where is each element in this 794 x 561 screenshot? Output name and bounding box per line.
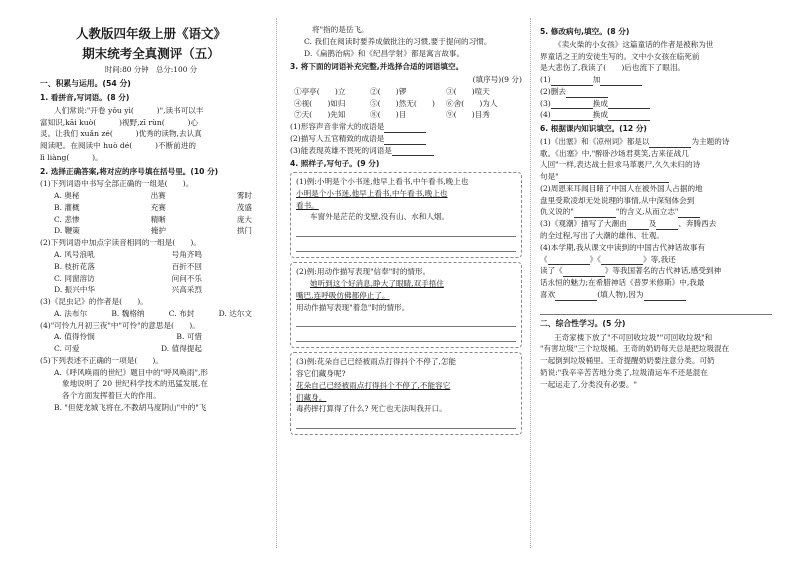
answer-blank[interactable] <box>644 292 686 301</box>
option-text: 充赛 <box>150 202 166 212</box>
q6-text: 喜欢 <box>540 289 556 299</box>
option-text: B. 魏格纳 <box>111 308 145 318</box>
column-right <box>540 0 772 561</box>
option-text: D. 达尔文 <box>218 308 252 318</box>
q1-line: 富知识,kāi kuò( )视野,zī rùn( )心 <box>40 117 199 127</box>
q6-text: 》等我国著名的古代神话,感受到神 <box>604 266 722 276</box>
q5-fix-line <box>540 86 772 98</box>
answer-blank[interactable] <box>384 124 426 133</box>
column-divider-2 <box>530 18 531 548</box>
q6-text: 为主题的诗 <box>691 136 730 146</box>
q5-paragraph: 是大悲伤了,我读了( )后也流下了眼泪。 <box>540 63 686 73</box>
option-text: 雾时 <box>236 191 252 201</box>
answer-line[interactable] <box>540 302 772 315</box>
option-text: 茂盛 <box>236 202 252 212</box>
option-text: 出赛 <box>150 191 166 201</box>
answer-blank[interactable] <box>563 268 605 277</box>
q3-word: ⑤( )然无( ) <box>370 98 436 108</box>
q5-action: 加 <box>592 75 601 85</box>
column-divider-1 <box>276 18 277 548</box>
answer-blank[interactable] <box>649 139 691 148</box>
q6-text: (填人物),因为 <box>597 289 644 299</box>
q2-2-option-row <box>40 284 262 296</box>
q6-1-line <box>540 136 772 148</box>
q2-5-option-a: A.《呼风唤雨的世纪》题目中的"呼风唤雨",形 <box>54 367 208 377</box>
q3-note: (填序号)(9 分) <box>472 75 522 85</box>
q4-2-example: (2)例:用动作描写表现"信奉"时的情形。 <box>296 267 431 277</box>
q2-1-option-row <box>40 190 262 202</box>
q6-3-line <box>540 218 772 230</box>
q4-1-box <box>290 172 522 258</box>
question-1-title: 1. 看拼音,写词语。(8 分) <box>40 93 130 103</box>
q2-2-option-row <box>40 249 262 261</box>
option-text: A. 值得怜悯 <box>54 332 95 342</box>
answer-blank[interactable] <box>600 77 642 86</box>
section-2-paragraph: 一起运走了,分类没有必要。" <box>540 379 638 389</box>
q3-fill-text: (2)描写人五官精致的成语是 <box>290 133 385 143</box>
option-text: A. 奥秘 <box>54 191 80 201</box>
q5-num: (4) <box>540 110 551 120</box>
q2-4-option-row <box>40 343 262 355</box>
q4-1-example: 小明是个小书迷,他早上看书,中午看书,晚上也 <box>296 188 448 198</box>
option-text: B. 枝折花落 <box>54 261 95 271</box>
q5-num: (1) <box>540 75 551 85</box>
answer-blank[interactable] <box>656 221 678 230</box>
answer-blank[interactable] <box>601 256 643 265</box>
q6-2-line <box>540 206 772 218</box>
q6-text: 》《 <box>589 254 601 264</box>
option-text: A. 法布尔 <box>54 308 88 318</box>
q6-text: (3)《观潮》描写了大潮由 <box>540 219 627 229</box>
q3-word: ⑧( )目 <box>370 110 407 120</box>
q2-5-option-a: 象地说明了 20 世纪科学技术的迅猛发展,在 <box>62 379 208 389</box>
answer-blank[interactable] <box>392 147 434 156</box>
q2-4-option-row <box>40 331 262 343</box>
option-text: 问问不乐 <box>171 273 202 283</box>
q2-1-option-row <box>40 225 262 237</box>
q3-word: ③( )喧天 <box>446 86 490 96</box>
q5-action: 删去 <box>550 86 566 96</box>
q2-1-option-row <box>40 202 262 214</box>
option-text: C. 可爱 <box>54 344 80 354</box>
answer-blank[interactable] <box>566 89 608 98</box>
section-1-heading: 一、积累与运用。(54 分) <box>40 78 131 88</box>
q2-2-option-row <box>40 261 262 273</box>
q6-4-line <box>540 265 772 277</box>
q5-action: 换成 <box>592 110 608 120</box>
q6-1-line <box>540 171 772 183</box>
q4-3-example: 们藏身。 <box>296 392 327 402</box>
option-text: C. 悲惨 <box>54 214 80 224</box>
answer-blank[interactable] <box>551 112 593 121</box>
q6-text: 仇义说的" <box>540 207 574 217</box>
q2-2-option-row <box>40 273 262 285</box>
option-text: D. 鞭策 <box>54 226 80 236</box>
answer-blank[interactable] <box>555 292 597 301</box>
option-text: 兴高采烈 <box>171 285 202 295</box>
option-text: A. 风号浪吼 <box>54 250 95 259</box>
answer-blank[interactable] <box>678 209 700 218</box>
q3-word: ④视( )如归 <box>294 98 346 108</box>
q6-4-line <box>540 289 772 301</box>
q1-line: 灵。让我们 xuǎn zé( )优秀的读物,去认真 <box>40 129 202 139</box>
answer-line[interactable] <box>296 224 516 237</box>
q6-1-line: 人回"一样,表达战士但求马革裹尸,久久未归的诗 <box>540 160 701 170</box>
q4-3-example: 花朵自己已经被雨点打得抖个不停了,不能容它 <box>296 380 451 390</box>
answer-blank[interactable] <box>608 112 650 121</box>
q4-3-example: 容它们藏身呢? <box>296 369 346 379</box>
q3-word: ⑦天( )先知 <box>294 110 346 120</box>
q6-text: (1)《出塞》和《凉州词》都是以 <box>540 136 650 146</box>
q4-2-sentence: 用动作描写表现"着急"时的情形。 <box>296 302 410 312</box>
q2-5-option-c: C. 我们在阅读时要养成做批注的习惯,要于提问的习惯。 <box>304 36 492 46</box>
q6-4-line: (4)本学期,我从课文中读到的中国古代神话故事有 <box>540 242 706 252</box>
q3-word-grid <box>290 86 522 121</box>
q5-fix-line <box>540 74 772 86</box>
column-left <box>40 0 262 561</box>
q1-line: lì liàng( )。 <box>40 152 103 162</box>
q6-2-line: 盘里受欺凌却无处说理的事情,从中深刻体会到 <box>540 195 695 205</box>
option-text: 号角齐鸣 <box>171 250 202 259</box>
q5-fix-line <box>540 98 772 110</box>
q1-line: 人们常说:"开卷 yǒu yì( )",读书可以丰 <box>54 105 204 115</box>
q5-fix-line <box>540 109 772 121</box>
answer-line[interactable] <box>296 329 516 342</box>
q4-2-example: 嘴巴,连呼吸仿佛都停止了。 <box>296 290 390 300</box>
q6-4-line: 话永恒的魅力;在希腊神话《普罗米修斯》中,我最 <box>540 278 705 288</box>
q3-fill-line <box>290 133 522 145</box>
option-text: 庞大 <box>236 214 252 224</box>
q5-num: (2) <box>540 86 551 96</box>
q4-2-box <box>290 262 522 348</box>
q3-word: ⑥舍( )为人 <box>446 98 498 108</box>
section-2-paragraph: 一起倒到垃圾桶里。王奇提醒奶奶要注意分类。可奶 <box>540 356 715 366</box>
q3-word: ②( )锣 <box>370 86 407 96</box>
answer-line[interactable] <box>296 314 516 327</box>
answer-line[interactable] <box>296 239 516 252</box>
q3-word: ⑨( )目秀 <box>446 110 490 120</box>
q6-text: 》等,我还 <box>642 254 676 264</box>
q2-5-stem: (5)下列表述不正确的一项是( )。 <box>40 355 163 365</box>
section-2-heading: 二、综合性学习。(5 分) <box>540 318 626 328</box>
q5-paragraph: 界童话之王的安徒生写的。文中小女孩在临死前 <box>540 51 700 61</box>
q6-text: "的含义,从而立志" <box>615 207 679 217</box>
q5-action: 换成 <box>592 98 608 108</box>
section-2-paragraph: "有害垃圾"三个垃圾桶。王奇的奶奶每天总是把垃圾混在 <box>540 344 730 354</box>
question-4-title: 4. 照样子,写句子。(9 分) <box>290 159 380 169</box>
question-5-title: 5. 修改病句,填空。(8 分) <box>540 27 630 36</box>
q3-fill-line <box>290 121 522 133</box>
q2-5-option-a: 各个方面发挥着巨大的作用。 <box>62 391 161 401</box>
q2-1-stem: (1)下列词语中书写全部正确的一组是( )。 <box>40 179 194 189</box>
q6-4-line <box>540 254 772 266</box>
q2-4-stem: (4)"可怜九月初三夜"中"可怜"的意思是( )。 <box>40 320 200 330</box>
section-2-paragraph: 王奇家楼下放了"不可回收垃圾""可回收垃圾"和 <box>554 332 713 342</box>
q2-5-option-b: B. "但使龙城飞将在,不教胡马度阴山"中的"飞 <box>54 402 207 412</box>
q3-word: ①亭亭( )立 <box>294 86 346 96</box>
answer-blank[interactable] <box>551 100 593 109</box>
q6-text: 、奔腾西去 <box>678 219 717 229</box>
q2-3-option-row <box>40 308 262 320</box>
q6-1-line: 歌。《出塞》中,"醉卧沙场君莫笑,古来征战几 <box>540 148 689 158</box>
option-text: 掩护 <box>150 226 166 236</box>
doc-title: 人教版四年级上册《语文》 <box>75 26 226 41</box>
option-text: 拱门 <box>236 226 252 236</box>
exam-meta: 时间:80 分钟 总分:100 分 <box>104 64 198 74</box>
q4-1-example: (1)例:小明是个小书迷,他早上看书,中午看书,晚上也 <box>296 177 469 187</box>
q6-text: 及 <box>648 219 657 229</box>
q6-3-line: 的全过程,写出了大潮的雄伟、壮观。 <box>540 231 664 241</box>
q5-paragraph: 《卖火柴的小女孩》这篇童话的作者是被称为世 <box>554 39 714 49</box>
option-text: 精晰 <box>150 214 166 224</box>
option-text: 百折不回 <box>171 261 202 271</box>
q4-1-example: 看书。 <box>296 200 319 210</box>
question-3-title: 3. 将下面的词语补充完整,并选择合适的词语填空。 <box>290 62 464 72</box>
q3-fill-text: (3)能表现英雄不畏死的词语是 <box>290 145 392 155</box>
q5-num: (3) <box>540 98 551 108</box>
option-text: D. 振兴中华 <box>54 285 96 295</box>
q6-text: 读了《 <box>540 266 563 276</box>
option-text: B. 灌概 <box>54 202 80 212</box>
q3-fill-text: (1)形容声音非常大的成语是 <box>290 122 385 132</box>
answer-blank[interactable] <box>551 77 593 86</box>
q4-3-sentence: 毒药摔打算得了什么? 死亡也无法叫我开口。 <box>296 404 447 414</box>
option-text: C. 同窗溶访 <box>54 273 95 283</box>
answer-blank[interactable] <box>384 136 426 145</box>
section-2-paragraph: 奶说:"我辛辛苦苦地分类了,垃圾清运车不还是混在 <box>540 367 708 377</box>
q4-3-example: (3)例:花朵自己已经被雨点打得抖个不停了,怎能 <box>296 357 457 367</box>
option-text: D. 值得提起 <box>160 344 202 354</box>
answer-blank[interactable] <box>574 209 616 218</box>
answer-line[interactable] <box>296 416 516 429</box>
q2-2-stem: (2)下列词语中加点字读音相同的一组是( )。 <box>40 238 201 248</box>
option-text: B. 可惜 <box>176 332 202 342</box>
doc-subtitle: 期末统考全真测评（五） <box>82 46 220 62</box>
answer-blank[interactable] <box>608 100 650 109</box>
q2-3-stem: (3)《昆虫记》的作者是( )。 <box>40 297 148 307</box>
q2-5-option-d: D.《扁鹊治病》和《纪昌学射》都是寓言故事。 <box>304 48 465 58</box>
q4-2-example: 她听到这个好消息,睁大了眼睛,双手捂住 <box>310 279 444 289</box>
option-text: C. 布封 <box>168 308 195 318</box>
answer-blank[interactable] <box>627 221 649 230</box>
question-2-title: 2. 选择正确答案,将对应的序号填在括号里。(10 分) <box>40 166 219 176</box>
answer-blank[interactable] <box>559 174 669 183</box>
q2-5-option-b-cont: 将"指的是岳飞。 <box>312 25 369 34</box>
question-6-title: 6. 根据课内知识填空。(12 分) <box>540 124 647 134</box>
q6-2-line: (2)周恩来耳闻目睹了中国人在被外国人占据的地 <box>540 183 703 193</box>
q4-1-sentence: 车窗外是茫茫的戈壁,没有山、水和人烟。 <box>310 212 450 222</box>
q6-text: 句是" <box>540 172 559 182</box>
q6-text: 《 <box>540 254 548 264</box>
q3-fill-line <box>290 145 522 157</box>
answer-blank[interactable] <box>548 256 590 265</box>
column-middle <box>290 0 522 561</box>
q4-3-box <box>290 352 522 435</box>
q1-line: 阅读吧。在阅读中 huò dé( )不断前进的 <box>40 141 196 151</box>
q2-1-option-row <box>40 214 262 226</box>
